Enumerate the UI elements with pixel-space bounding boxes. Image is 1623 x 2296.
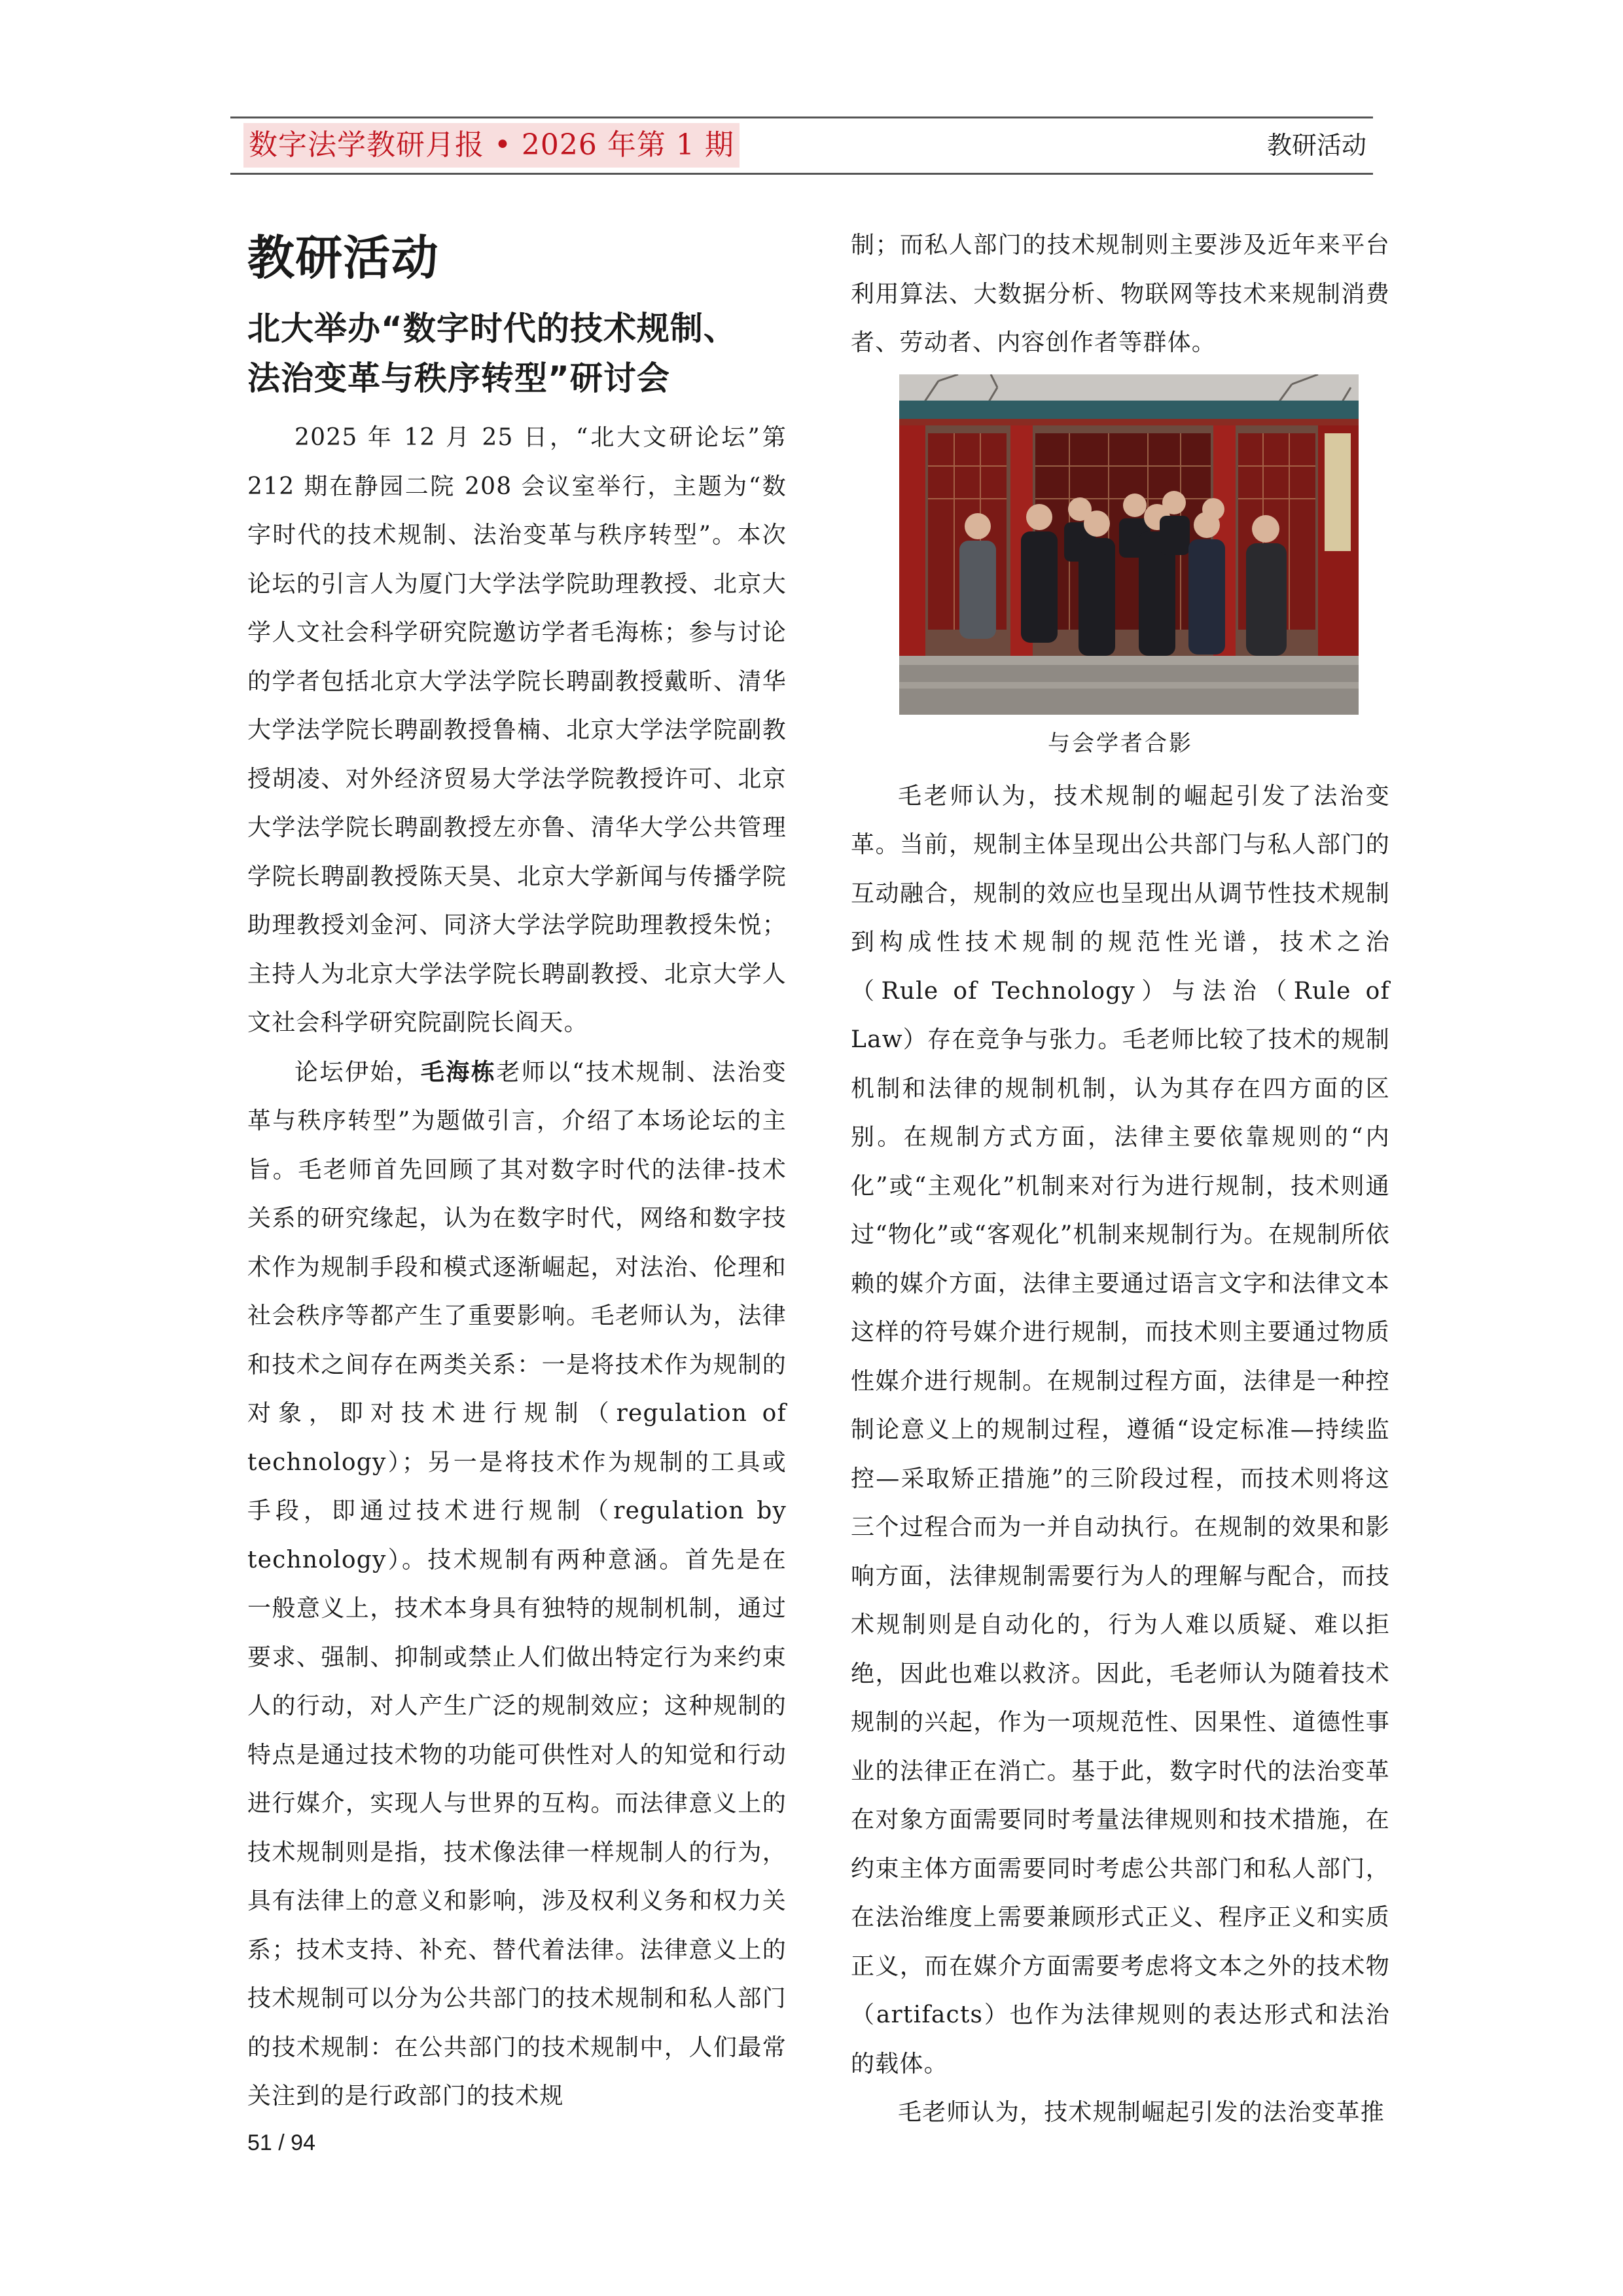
speaker-name: 毛海栋	[420, 1058, 497, 1086]
header-bottom-rule	[230, 173, 1373, 175]
paragraph-continued: 毛老师认为，技术规制崛起引发的法治变革推	[898, 2099, 1385, 2126]
paragraph-opening-lead: 论坛伊始，	[294, 1058, 421, 1086]
paragraph-opening	[247, 1048, 787, 2121]
left-column	[247, 221, 787, 2121]
page-number: 51 / 94	[247, 2130, 315, 2155]
article-title-line-1: 北大举办“数字时代的技术规制、	[247, 310, 737, 348]
group-photo	[899, 374, 1359, 715]
running-section-label: 教研活动	[1266, 131, 1366, 160]
section-heading: 教研活动	[247, 230, 439, 285]
group-photo-image	[899, 374, 1359, 715]
paragraph-continuation: 制；而私人部门的技术规制则主要涉及近年来平台利用算法、大数据分析、物联网等技术来规制消费者、劳动者、内容创作者等群体。	[851, 232, 1390, 356]
article-title	[247, 304, 787, 403]
paragraph-opening-body: 老师以“技术规制、法治变革与秩序转型”为题做引言，介绍了本场论坛的主旨。毛老师首先回顾了其对数字时代的法律-技术关系的研究缘起，认为在数字时代，网络和数字技术作为规制手段和模式逐渐崛起，对法治、伦理和社会秩序等都产生了重要影响。毛老师认为，法律和技术之间存在两类关系：一是将技术作为规制的对象，即对技术进行规制（regulation of technology）；另一是将技术作为规制的工具或手段，即通过技术进行规制（regulation by technology）。技术规制有两种意涵。首先是在一般意义上，技术本身具有独特的规制机制，通过要求、强制、抑制或禁止人们做出特定行为来约束人的行动，对人产生广泛的规制效应；这种规制的特点是通过技术物的功能可供性对人的知觉和行动进行媒介，实现人与世界的互构。而法律意义上的技术规制则是指，技术像法律一样规制人的行为，具有法律上的意义和影响，涉及权利义务和权力关系；技术支持、补充、替代着法律。法律意义上的技术规制可以分为公共部门的技术规制和私人部门的技术规制：在公共部门的技术规制中，人们最常关注到的是行政部门的技术规	[247, 1058, 787, 2109]
right-column	[851, 221, 1390, 2138]
paragraph-intro: 2025 年 12 月 25 日，“北大文研论坛”第 212 期在静园二院 208 会议室举行，主题为“数字时代的技术规制、法治变革与秩序转型”。本次论坛的引言人为厦门大学法学院助理教授、北京大学人文社会科学研究院邀访学者毛海栋；参与讨论的学者包括北京大学法学院长聘副教授戴昕、清华大学法学院长聘副教授鲁楠、北京大学法学院副教授胡凌、对外经济贸易大学法学院教授许可、北京大学法学院长聘副教授左亦鲁、清华大学公共管理学院长聘副教授陈天昊、北京大学新闻与传播学院助理教授刘金河、同济大学法学院助理教授朱悦；主持人为北京大学法学院长聘副教授、北京大学人文社会科学研究院副院长阎天。	[247, 424, 787, 1036]
header-top-rule	[230, 117, 1373, 118]
article-title-line-2: 法治变革与秩序转型”研讨会	[247, 359, 670, 397]
journal-title: 数字法学教研月报 • 2026 年第 1 期	[243, 123, 740, 168]
paragraph-analysis: 毛老师认为，技术规制的崛起引发了法治变革。当前，规制主体呈现出公共部门与私人部门的互动融合，规制的效应也呈现出从调节性技术规制到构成性技术规制的规范性光谱，技术之治（Rule of Technology）与法治（Rule of Law）存在竞争与张力。毛老师比较了技术的规制机制和法律的规制机制，认为其存在四方面的区别。在规制方式方面，法律主要依靠规则的“内化”或“主观化”机制来对行为进行规制，技术则通过“物化”或“客观化”机制来规制行为。在规制所依赖的媒介方面，法律主要通过语言文字和法律文本这样的符号媒介进行规制，而技术则主要通过物质性媒介进行规制。在规制过程方面，法律是一种控制论意义上的规制过程，遵循“设定标准—持续监控—采取矫正措施”的三阶段过程，而技术则将这三个过程合而为一并自动执行。在规制的效果和影响方面，法律规制需要行为人的理解与配合，而技术规制则是自动化的，行为人难以质疑、难以拒绝，因此也难以救济。因此，毛老师认为随着技术规制的兴起，作为一项规范性、因果性、道德性事业的法律正在消亡。基于此，数字时代的法治变革在对象方面需要同时考量法律规则和技术措施，在约束主体方面需要同时考虑公共部门和私人部门，在法治维度上需要兼顾形式正义、程序正义和实质正义，而在媒介方面需要考虑将文本之外的技术物（artifacts）也作为法律规则的表达形式和法治的载体。	[851, 782, 1390, 2077]
photo-caption: 与会学者合影	[1048, 730, 1193, 757]
